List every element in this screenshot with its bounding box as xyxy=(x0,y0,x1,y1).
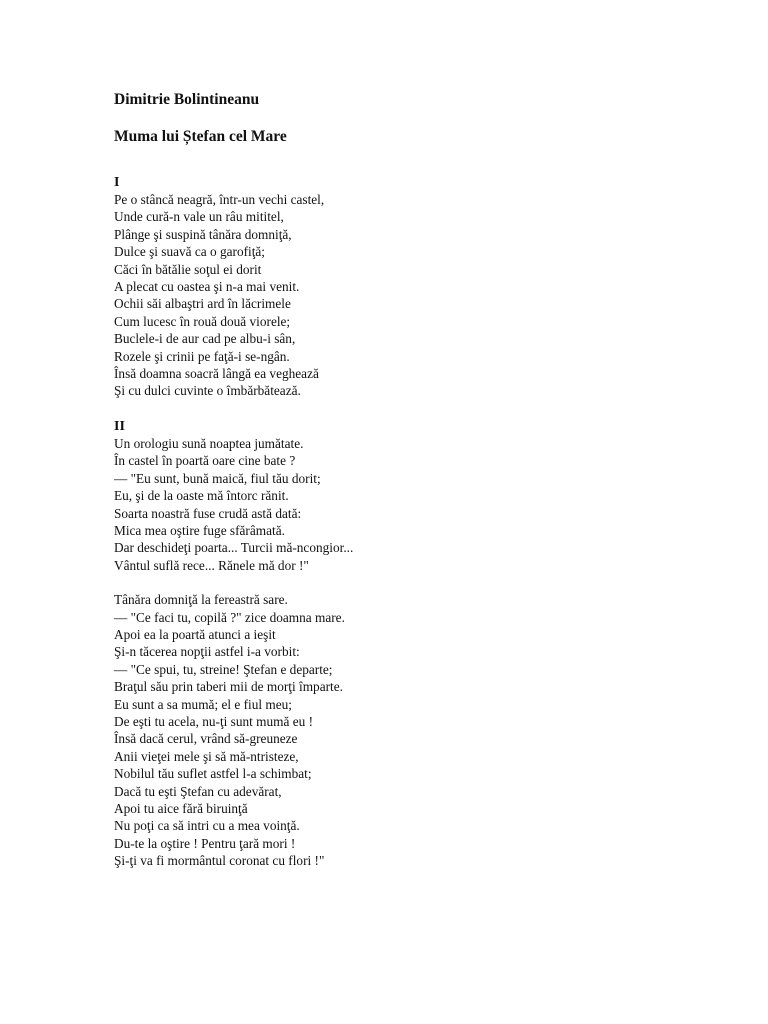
verse-line: Căci în bătălie soţul ei dorit xyxy=(114,261,262,277)
verse-line: Anii vieţei mele şi să mă-ntristeze, xyxy=(114,748,299,764)
poem-title: Muma lui Ștefan cel Mare xyxy=(114,128,287,145)
verse-line: Du-te la oştire ! Pentru ţară mori ! xyxy=(114,835,296,851)
verse-line: Plânge şi suspină tânăra domniţă, xyxy=(114,226,292,242)
verse-line: De eşti tu acela, nu-ţi sunt mumă eu ! xyxy=(114,713,314,729)
verse-line: Tânăra domniţă la fereastră sare. xyxy=(114,592,288,608)
section-number: II xyxy=(114,418,125,434)
verse-line: Apoi tu aice fără biruinţă xyxy=(114,801,248,816)
verse-line: Şi-n tăcerea nopţii astfel i-a vorbit: xyxy=(114,644,300,660)
stanza xyxy=(114,591,734,870)
verse-line: — "Eu sunt, bună maică, fiul tău dorit; xyxy=(114,470,321,486)
verse-line: Nu poţi ca să intri cu a mea voinţă. xyxy=(114,818,300,834)
section-number: I xyxy=(114,175,120,190)
verse-line: Rozele şi crinii pe faţă-i se-ngân. xyxy=(114,348,290,364)
verse-line: Cum lucesc în rouă două viorele; xyxy=(114,313,291,329)
stanza xyxy=(114,191,734,400)
verse-line: Şi cu dulci cuvinte o îmbărbătează. xyxy=(114,383,301,399)
verse-line: Eu sunt a sa mumă; el e fiul meu; xyxy=(114,696,292,712)
verse-line: Apoi ea la poartă atunci a ieşit xyxy=(114,626,276,642)
stanza xyxy=(114,435,734,574)
verse-line: Eu, şi de la oaste mă întorc rănit. xyxy=(114,488,289,504)
verse-line: Ochii săi albaştri ard în lăcrimele xyxy=(114,296,291,312)
verse-line: Şi-ţi va fi mormântul coronat cu flori !" xyxy=(114,853,325,869)
verse-line: Mica mea oştire fuge sfărâmată. xyxy=(114,522,285,538)
verse-line: — "Ce faci tu, copilă ?" zice doamna mare. xyxy=(114,609,345,625)
document-page xyxy=(114,90,734,870)
verse-line: Dacă tu eşti Ştefan cu adevărat, xyxy=(114,783,282,799)
verse-line: A plecat cu oastea şi n-a mai venit. xyxy=(114,279,300,295)
verse-line: Vântul suflă rece... Rănele mă dor !" xyxy=(114,557,309,573)
section-1 xyxy=(114,174,734,400)
verse-line: Dar deschideţi poarta... Turcii mă-ncongior... xyxy=(114,540,354,556)
verse-line: Buclele-i de aur cad pe albu-i sân, xyxy=(114,331,296,347)
verse-line: Nobilul tău suflet astfel l-a schimbat; xyxy=(114,766,312,782)
verse-line: Însă dacă cerul, vrând să-greuneze xyxy=(114,731,298,747)
verse-line: Dulce şi suavă ca o garofiţă; xyxy=(114,244,266,260)
verse-line: Însă doamna soacră lângă ea veghează xyxy=(114,366,319,382)
verse-line: Braţul său prin taberi mii de morţi împarte. xyxy=(114,679,343,695)
verse-line: Soarta noastră fuse crudă astă dată: xyxy=(114,505,302,521)
verse-line: Pe o stâncă neagră, într-un vechi castel, xyxy=(114,192,325,207)
verse-line: În castel în poartă oare cine bate ? xyxy=(114,453,296,469)
verse-line: Unde cură-n vale un râu mititel, xyxy=(114,209,284,225)
verse-line: Un orologiu sună noaptea jumătate. xyxy=(114,435,304,451)
section-2 xyxy=(114,418,734,870)
verse-line: — "Ce spui, tu, streine! Ştefan e departe; xyxy=(114,661,333,677)
author-name: Dimitrie Bolintineanu xyxy=(114,91,260,108)
